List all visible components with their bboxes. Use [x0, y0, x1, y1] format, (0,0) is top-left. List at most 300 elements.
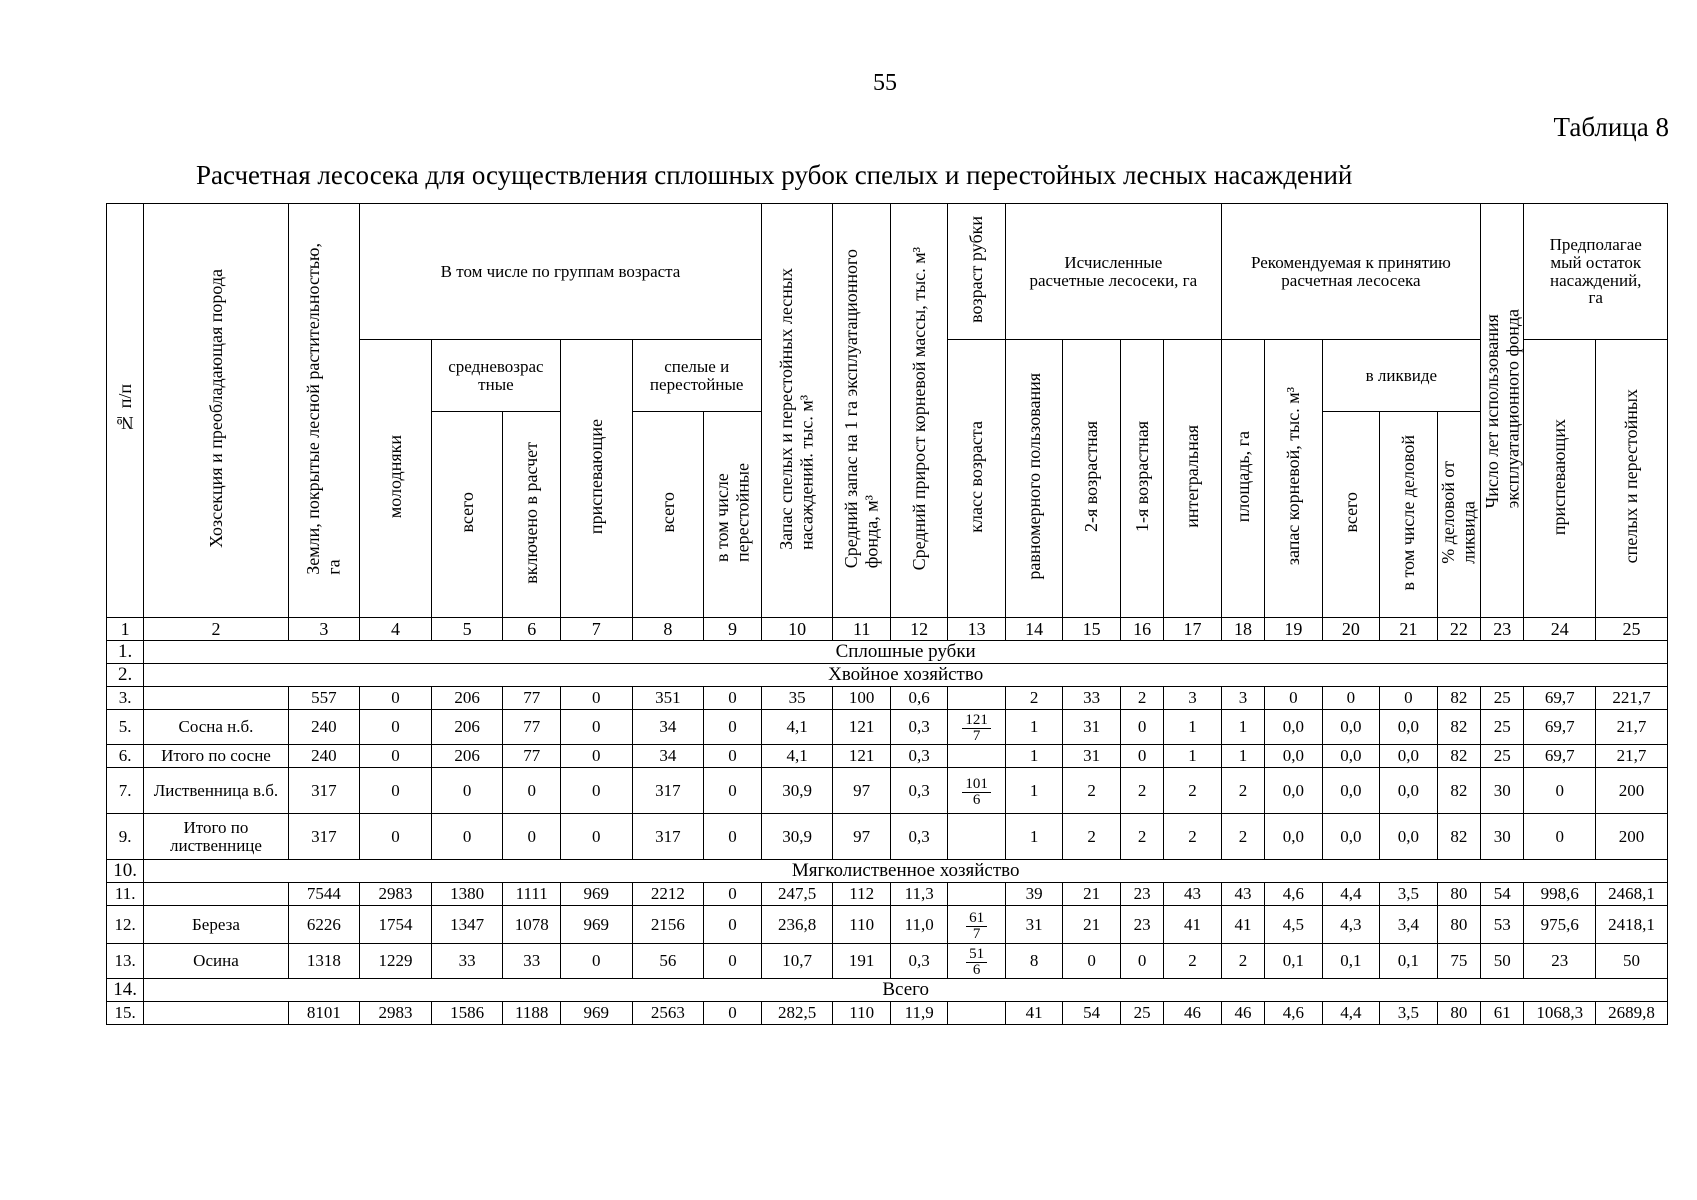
col-num: 19 — [1265, 618, 1323, 641]
cell: 30 — [1481, 768, 1524, 814]
row-name: Итого по сосне — [144, 745, 288, 768]
header-cell — [1596, 340, 1668, 618]
cell: 0 — [704, 883, 762, 906]
cell: 69,7 — [1524, 710, 1596, 745]
cell: 2689,8 — [1596, 1002, 1668, 1025]
header-cell — [704, 412, 762, 618]
cell: 282,5 — [761, 1002, 833, 1025]
cell: 82 — [1437, 768, 1480, 814]
cell: 25 — [1481, 745, 1524, 768]
cell: 77 — [503, 745, 561, 768]
cell: 61 — [1481, 1002, 1524, 1025]
cell: 1 — [1005, 745, 1063, 768]
col-num: 1 — [107, 618, 144, 641]
cell: 2983 — [360, 1002, 432, 1025]
col-num: 20 — [1322, 618, 1380, 641]
row-number: 11. — [107, 883, 144, 906]
cell: 2156 — [632, 906, 704, 944]
cell: 69,7 — [1524, 687, 1596, 710]
cell: 53 — [1481, 906, 1524, 944]
cell: 2 — [1005, 687, 1063, 710]
cell: 77 — [503, 687, 561, 710]
cell: 82 — [1437, 687, 1480, 710]
header-remaining-premature: приспевающих — [1549, 418, 1570, 535]
cell: 0,1 — [1322, 944, 1380, 979]
cell: 557 — [288, 687, 360, 710]
header-uniform-use: равномерного пользования — [1023, 373, 1044, 580]
table-row — [107, 906, 1668, 944]
cell: 2 — [1120, 687, 1163, 710]
cell: 2 — [1164, 814, 1222, 860]
table-row — [107, 710, 1668, 745]
cell: 0,0 — [1265, 710, 1323, 745]
cell: 4,6 — [1265, 883, 1323, 906]
cell: 31 — [1005, 906, 1063, 944]
cell: 0,0 — [1322, 710, 1380, 745]
cell: 30,9 — [761, 768, 833, 814]
cell: 0,0 — [1265, 814, 1323, 860]
cell: 0 — [1322, 687, 1380, 710]
cell: 0,0 — [1322, 814, 1380, 860]
cell: 1 — [1005, 710, 1063, 745]
felling-age-value: 121 — [962, 713, 991, 729]
cell: 2983 — [360, 883, 432, 906]
cell: 46 — [1221, 1002, 1264, 1025]
section-label: Мягколиственное хозяйство — [144, 860, 1668, 883]
cell: 0 — [560, 687, 632, 710]
cell: 80 — [1437, 906, 1480, 944]
cell: 0 — [1380, 687, 1438, 710]
cell: 33 — [503, 944, 561, 979]
header-cell — [560, 340, 632, 618]
cell: 2212 — [632, 883, 704, 906]
header-cell — [431, 412, 503, 618]
cell: 317 — [632, 768, 704, 814]
cell: 4,4 — [1322, 1002, 1380, 1025]
cell: 1 — [1164, 745, 1222, 768]
cell: 0 — [503, 768, 561, 814]
row-number: 6. — [107, 745, 144, 768]
header-cell — [1164, 340, 1222, 618]
cell: 3,5 — [1380, 883, 1438, 906]
cell: 998,6 — [1524, 883, 1596, 906]
cell: 0 — [431, 814, 503, 860]
col-num: 10 — [761, 618, 833, 641]
cell: 121 — [833, 745, 891, 768]
cell: 4,5 — [1265, 906, 1323, 944]
cell: 0,1 — [1380, 944, 1438, 979]
row-name: Лиственница в.б. — [144, 768, 288, 814]
section-label: Хвойное хозяйство — [144, 664, 1668, 687]
row-name — [144, 883, 288, 906]
header-mature-total: всего — [657, 492, 678, 533]
age-fraction-cell — [948, 906, 1006, 944]
table-row — [107, 814, 1668, 860]
col-num: 13 — [948, 618, 1006, 641]
cell: 2563 — [632, 1002, 704, 1025]
header-1st-age: 1-я возрастная — [1131, 421, 1152, 533]
col-num: 11 — [833, 618, 891, 641]
row-number: 12. — [107, 906, 144, 944]
header-years: Число лет использования эксплуатационного фонда — [1481, 308, 1523, 509]
header-premature: приспевающие — [585, 419, 606, 535]
cell: 0 — [360, 745, 432, 768]
row-number: 3. — [107, 687, 144, 710]
table-title: Расчетная лесосека для осуществления сплошных рубок спелых и перестойных лесных насаждений — [196, 160, 1353, 190]
cell: 0 — [560, 768, 632, 814]
row-name: Береза — [144, 906, 288, 944]
header-cell — [948, 204, 1006, 340]
cell: 33 — [431, 944, 503, 979]
cell: 3 — [1164, 687, 1222, 710]
cell: 43 — [1221, 883, 1264, 906]
cell — [948, 883, 1006, 906]
cell: 54 — [1063, 1002, 1121, 1025]
header-cell — [1221, 340, 1264, 618]
cell: 200 — [1596, 768, 1668, 814]
col-num: 25 — [1596, 618, 1668, 641]
felling-age-value: 51 — [966, 947, 987, 963]
cell: 0,0 — [1265, 745, 1323, 768]
cell: 0,3 — [890, 814, 948, 860]
cell: 0,3 — [890, 768, 948, 814]
header-cell — [1063, 340, 1121, 618]
row-name: Итого по лиственнице — [144, 814, 288, 860]
col-num: 14 — [1005, 618, 1063, 641]
felling-age-value: 61 — [966, 911, 987, 927]
cell: 0 — [360, 710, 432, 745]
cell: 23 — [1120, 883, 1163, 906]
cell: 2 — [1120, 814, 1163, 860]
cell: 0 — [560, 710, 632, 745]
cell: 975,6 — [1524, 906, 1596, 944]
cell — [948, 1002, 1006, 1025]
header-calc-cuts: Исчисленные расчетные лесосеки, га — [1005, 204, 1221, 340]
cell: 0 — [704, 745, 762, 768]
table-caption: Таблица 8 — [1553, 112, 1669, 142]
cell: 3,5 — [1380, 1002, 1438, 1025]
cell: 41 — [1005, 1002, 1063, 1025]
header-cell — [360, 340, 432, 618]
page-number: 55 — [873, 70, 897, 96]
section-row — [107, 979, 1668, 1002]
cell: 110 — [833, 1002, 891, 1025]
cell: 0,6 — [890, 687, 948, 710]
col-num: 22 — [1437, 618, 1480, 641]
col-num: 7 — [560, 618, 632, 641]
section-row — [107, 860, 1668, 883]
row-number: 7. — [107, 768, 144, 814]
cell: 4,6 — [1265, 1002, 1323, 1025]
cell: 0,1 — [1265, 944, 1323, 979]
row-number: 14. — [107, 979, 144, 1002]
cell: 247,5 — [761, 883, 833, 906]
cell: 200 — [1596, 814, 1668, 860]
cell: 0 — [1524, 768, 1596, 814]
cell: 0 — [704, 944, 762, 979]
header-forest-land: Земли, покрытые лесной растительностью, га — [303, 242, 344, 575]
header-remaining-mature: спелых и перестойных — [1621, 389, 1642, 564]
cell: 1 — [1164, 710, 1222, 745]
col-num: 4 — [360, 618, 432, 641]
header-root-stock: запас корневой, тыс. м³ — [1283, 387, 1304, 566]
cell: 33 — [1063, 687, 1121, 710]
table-row — [107, 883, 1668, 906]
col-num: 8 — [632, 618, 704, 641]
col-num: 16 — [1120, 618, 1163, 641]
cell: 3 — [1221, 687, 1264, 710]
col-num: 18 — [1221, 618, 1264, 641]
col-num: 9 — [704, 618, 762, 641]
cell: 0 — [503, 814, 561, 860]
felling-age-value: 101 — [962, 777, 991, 793]
col-num: 17 — [1164, 618, 1222, 641]
cell: 30,9 — [761, 814, 833, 860]
cell: 0 — [704, 814, 762, 860]
header-cell — [890, 204, 948, 618]
header-felling-age: возраст рубки — [966, 216, 987, 324]
cell: 317 — [632, 814, 704, 860]
cell: 0 — [704, 906, 762, 944]
section-label: Всего — [144, 979, 1668, 1002]
row-number: 15. — [107, 1002, 144, 1025]
cell: 34 — [632, 745, 704, 768]
header-liquid: в ликвиде — [1322, 340, 1480, 412]
cell: 21 — [1063, 906, 1121, 944]
cell: 97 — [833, 814, 891, 860]
header-cell — [1380, 412, 1438, 618]
cell: 41 — [1164, 906, 1222, 944]
cell: 0 — [560, 944, 632, 979]
header-business-pct: % деловой от ликвида — [1438, 461, 1479, 564]
cell: 317 — [288, 814, 360, 860]
header-cell — [107, 204, 144, 618]
cell: 56 — [632, 944, 704, 979]
table-row — [107, 687, 1668, 710]
table-row — [107, 768, 1668, 814]
col-num: 23 — [1481, 618, 1524, 641]
header-cell — [1005, 340, 1063, 618]
cell: 0,3 — [890, 944, 948, 979]
cell: 0,0 — [1380, 814, 1438, 860]
col-num: 24 — [1524, 618, 1596, 641]
header-area: площадь, га — [1232, 430, 1253, 523]
section-label: Сплошные рубки — [144, 641, 1668, 664]
cell: 1 — [1005, 814, 1063, 860]
cell: 1 — [1221, 710, 1264, 745]
header-middle-total: всего — [456, 492, 477, 533]
cell: 34 — [632, 710, 704, 745]
cell: 1 — [1221, 745, 1264, 768]
row-name — [144, 687, 288, 710]
cell: 23 — [1524, 944, 1596, 979]
cell: 46 — [1164, 1002, 1222, 1025]
cell: 11,3 — [890, 883, 948, 906]
cell: 82 — [1437, 745, 1480, 768]
header-section-species: Хозсекция и преобладающая порода — [205, 269, 226, 549]
cell: 0 — [1063, 944, 1121, 979]
header-age-class: класс возраста — [966, 420, 987, 533]
cell: 351 — [632, 687, 704, 710]
header-liquid-total: всего — [1340, 492, 1361, 533]
cell: 0 — [360, 768, 432, 814]
age-fraction — [962, 713, 991, 744]
cell: 0 — [1524, 814, 1596, 860]
age-fraction-cell — [948, 944, 1006, 979]
cell: 82 — [1437, 814, 1480, 860]
table-row — [107, 1002, 1668, 1025]
cell: 1229 — [360, 944, 432, 979]
col-num: 3 — [288, 618, 360, 641]
header-age-groups: В том числе по группам возраста — [360, 204, 762, 340]
cell — [948, 687, 1006, 710]
header-cell — [1120, 340, 1163, 618]
cell: 4,3 — [1322, 906, 1380, 944]
cell: 2 — [1120, 768, 1163, 814]
cell: 25 — [1481, 687, 1524, 710]
col-num: 21 — [1380, 618, 1438, 641]
cell: 0 — [1265, 687, 1323, 710]
row-number: 1. — [107, 641, 144, 664]
row-name — [144, 1002, 288, 1025]
cell: 112 — [833, 883, 891, 906]
header-cell — [503, 412, 561, 618]
cell: 21 — [1063, 883, 1121, 906]
cell: 43 — [1164, 883, 1222, 906]
header-young: молодняки — [385, 435, 406, 519]
cell: 236,8 — [761, 906, 833, 944]
row-number: 9. — [107, 814, 144, 860]
col-num: 12 — [890, 618, 948, 641]
cell: 2 — [1164, 768, 1222, 814]
row-name: Осина — [144, 944, 288, 979]
cell: 77 — [503, 710, 561, 745]
cell: 100 — [833, 687, 891, 710]
cell: 1 — [1005, 768, 1063, 814]
cell: 50 — [1596, 944, 1668, 979]
cell: 206 — [431, 687, 503, 710]
header-cell — [948, 340, 1006, 618]
age-fraction — [966, 911, 987, 942]
cell: 1318 — [288, 944, 360, 979]
cell: 0,0 — [1265, 768, 1323, 814]
cell: 2 — [1164, 944, 1222, 979]
cell: 35 — [761, 687, 833, 710]
cell: 0 — [360, 687, 432, 710]
cell: 0,3 — [890, 745, 948, 768]
cell: 221,7 — [1596, 687, 1668, 710]
header-remaining: Предполагае мый остаток насаждений, га — [1524, 204, 1668, 340]
cell: 31 — [1063, 710, 1121, 745]
header-cell — [1524, 340, 1596, 618]
cell: 50 — [1481, 944, 1524, 979]
cell: 0 — [704, 768, 762, 814]
cell: 2 — [1221, 768, 1264, 814]
cell: 2 — [1063, 814, 1121, 860]
header-cell — [761, 204, 833, 618]
table-row — [107, 944, 1668, 979]
col-num: 15 — [1063, 618, 1121, 641]
header-row-1 — [107, 204, 1668, 340]
table-row — [107, 745, 1668, 768]
cell: 75 — [1437, 944, 1480, 979]
cell: 41 — [1221, 906, 1264, 944]
age-class-value: 6 — [972, 791, 981, 808]
age-fraction-cell — [948, 710, 1006, 745]
cell: 2468,1 — [1596, 883, 1668, 906]
col-num: 5 — [431, 618, 503, 641]
header-recommended: Рекомендуемая к принятию расчетная лесосека — [1221, 204, 1480, 340]
cell: 969 — [560, 906, 632, 944]
cell: 10,7 — [761, 944, 833, 979]
cell: 4,4 — [1322, 883, 1380, 906]
cell: 1078 — [503, 906, 561, 944]
cell — [948, 814, 1006, 860]
cell: 1111 — [503, 883, 561, 906]
cell: 240 — [288, 745, 360, 768]
cell: 54 — [1481, 883, 1524, 906]
age-fraction — [966, 947, 987, 978]
header-stock: Запас спелых и перестойных лесных насаждений. тыс. м³ — [776, 267, 818, 550]
cell: 80 — [1437, 1002, 1480, 1025]
age-class-value: 7 — [972, 925, 981, 942]
header-avg-growth: Средний прирост корневой массы, тыс. м³ — [908, 246, 929, 571]
cell: 11,0 — [890, 906, 948, 944]
col-num: 2 — [144, 618, 288, 641]
header-included: включено в расчет — [521, 441, 542, 584]
row-number: 10. — [107, 860, 144, 883]
cell: 25 — [1481, 710, 1524, 745]
section-row — [107, 664, 1668, 687]
cell: 31 — [1063, 745, 1121, 768]
header-integral: интегральная — [1182, 425, 1203, 528]
header-mature: спелые и перестойные — [632, 340, 761, 412]
cell: 969 — [560, 883, 632, 906]
cell: 0 — [1120, 710, 1163, 745]
cell: 4,1 — [761, 745, 833, 768]
cell: 21,7 — [1596, 745, 1668, 768]
cell: 0 — [560, 814, 632, 860]
row-number: 2. — [107, 664, 144, 687]
cell: 1754 — [360, 906, 432, 944]
cell: 0 — [560, 745, 632, 768]
cell: 240 — [288, 710, 360, 745]
cell: 7544 — [288, 883, 360, 906]
cell: 0 — [704, 710, 762, 745]
header-avg-stock: Средний запас на 1 га эксплуатационного фонда, м³ — [840, 248, 882, 569]
header-overmature: в том числе перестойные — [711, 463, 753, 563]
cell: 69,7 — [1524, 745, 1596, 768]
cell: 97 — [833, 768, 891, 814]
header-cell — [288, 204, 360, 618]
cell: 2 — [1221, 814, 1264, 860]
row-number: 13. — [107, 944, 144, 979]
cell: 121 — [833, 710, 891, 745]
header-num: № п/п — [114, 384, 135, 433]
cell: 0,0 — [1322, 745, 1380, 768]
cell: 8101 — [288, 1002, 360, 1025]
header-middle-aged: средневозрас тные — [431, 340, 560, 412]
row-name: Сосна н.б. — [144, 710, 288, 745]
header-cell — [1322, 412, 1380, 618]
cell: 30 — [1481, 814, 1524, 860]
header-cell — [632, 412, 704, 618]
cell — [948, 745, 1006, 768]
cell: 1188 — [503, 1002, 561, 1025]
cell: 110 — [833, 906, 891, 944]
cell: 4,1 — [761, 710, 833, 745]
age-fraction-cell — [948, 768, 1006, 814]
